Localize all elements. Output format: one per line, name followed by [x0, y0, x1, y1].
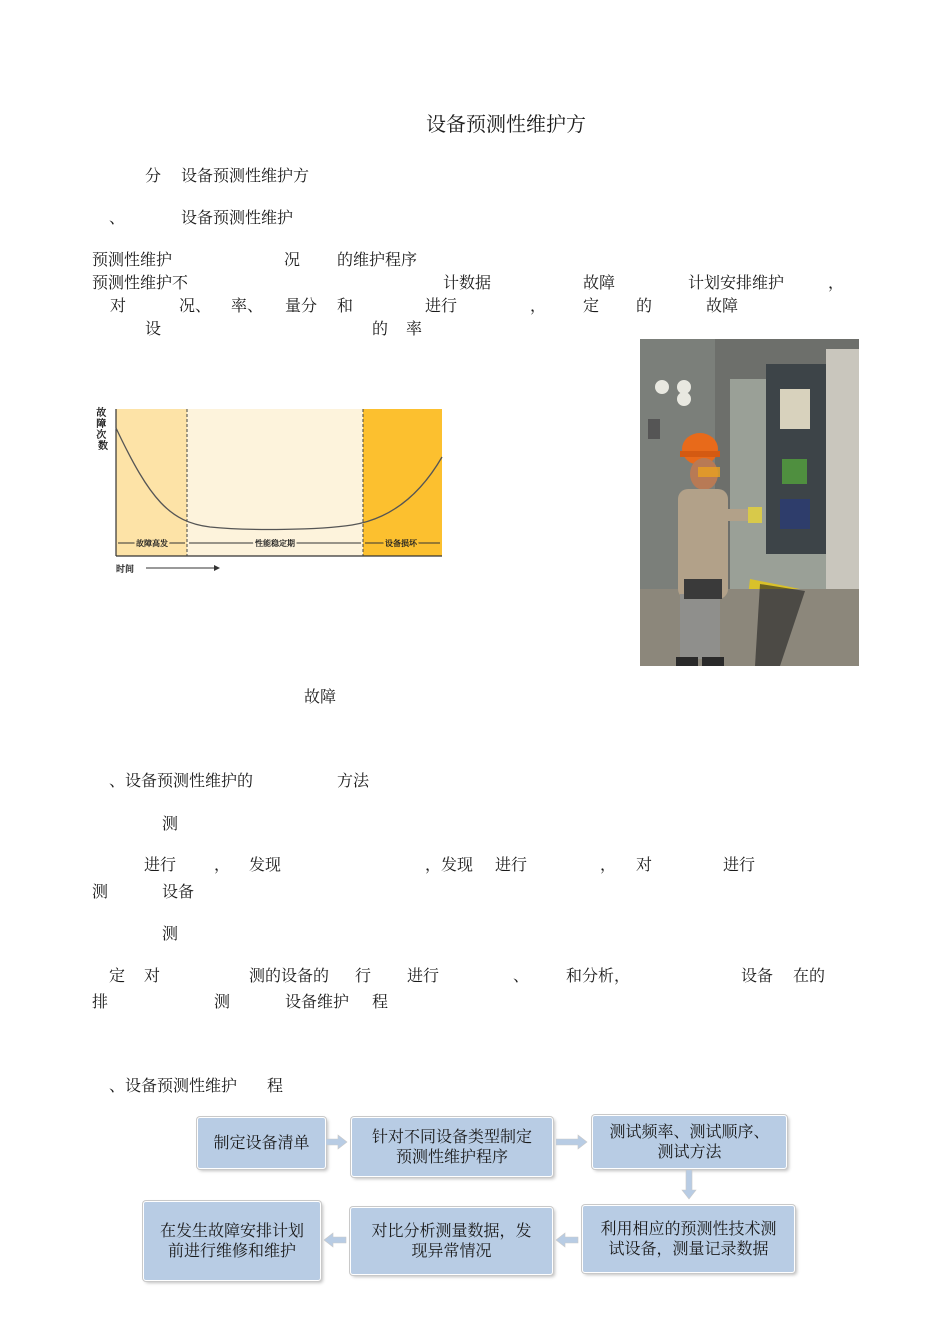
page-title: 设备预测性维护方 [426, 112, 586, 136]
flow-step-1: 制定设备清单 [197, 1117, 326, 1169]
method-2-fragment: 在的 [793, 966, 826, 985]
part-number: 分 [145, 166, 162, 185]
para-1-fragment: 的维护程序 [337, 250, 418, 269]
phase-region-stable [187, 409, 363, 556]
y-axis-label [96, 406, 109, 452]
method-1-fragment: 测 [92, 882, 109, 901]
para-1-fragment: 设 [145, 319, 162, 338]
para-1-fragment: 定 [583, 296, 600, 315]
para-1-fragment: ， [530, 296, 547, 315]
y-axis-label-char: 障 [96, 419, 107, 430]
section-1-number: 、 [109, 208, 126, 227]
method-1-fragment: ，发现 [425, 855, 474, 874]
para-1-fragment: 况、 [179, 296, 212, 315]
para-1-fragment: 计数据 [443, 273, 492, 292]
phase-label: 性能稳定期 [255, 539, 295, 548]
section-3-heading: 、设备预测性维护 [109, 1076, 238, 1095]
arrow-right-icon [556, 1134, 588, 1150]
arrow-right-icon [326, 1134, 348, 1150]
x-axis-label: 时间 [116, 565, 135, 575]
para-1-fragment: 预测性维护不 [92, 273, 189, 292]
method-2-fragment: 对 [144, 966, 161, 985]
method-1-fragment: 对 [636, 855, 653, 874]
method-2-fragment: 和分析， [566, 966, 631, 985]
y-axis-label-char: 故 [96, 408, 107, 419]
para-1-fragment: 的 [636, 296, 653, 315]
arrow-left-icon [323, 1232, 347, 1248]
flow-step-3: 测试频率、测试顺序、 测试方法 [592, 1115, 787, 1169]
technician-thermal-imaging-photo [640, 339, 859, 666]
method-1-heading: 测 [162, 814, 179, 833]
method-2-fragment: 设备 [741, 966, 774, 985]
y-axis-label-char: 数 [98, 441, 108, 452]
method-2-fragment: 行 [355, 966, 372, 985]
para-1-fragment: 故障 [706, 296, 739, 315]
flow-step-2: 针对不同设备类型制定 预测性维护程序 [351, 1117, 553, 1177]
phase-label: 故障高发 [136, 539, 168, 548]
method-2-fragment: 测 [214, 992, 231, 1011]
arrow-down-icon [681, 1170, 697, 1200]
method-1-fragment: 进行 [495, 855, 528, 874]
para-1-fragment: 进行 [425, 296, 458, 315]
method-1-fragment: ， [600, 855, 617, 874]
flow-step-5: 对比分析测量数据，发 现异常情况 [350, 1207, 553, 1275]
method-1-fragment: ， [214, 855, 231, 874]
phase-label: 设备损坏 [385, 539, 417, 548]
method-2-fragment: 设备维护 [285, 992, 350, 1011]
section-2-heading: 、设备预测性维护的 [109, 771, 254, 790]
section-1-heading: 设备预测性维护 [181, 208, 294, 227]
x-axis-arrowhead [214, 565, 220, 571]
y-axis-label-char: 次 [96, 430, 107, 441]
method-1-fragment: 发现 [249, 855, 282, 874]
flow-step-6: 在发生故障安排计划 前进行维修和维护 [143, 1201, 321, 1281]
method-2-fragment: 排 [92, 992, 109, 1011]
para-1-fragment: 的 [372, 319, 389, 338]
para-1-fragment: 故障 [583, 273, 616, 292]
failure-curve-chart [90, 400, 450, 590]
para-1-fragment: 预测性维护 [92, 250, 173, 269]
para-1-fragment: 率 [406, 319, 423, 338]
method-2-heading: 测 [162, 924, 179, 943]
arrow-left-icon [555, 1232, 579, 1248]
para-1-fragment: ， [828, 273, 845, 292]
para-1-fragment: 计划安排维护 [688, 273, 785, 292]
section-2-heading-end: 方法 [337, 771, 370, 790]
figure-caption: 故障 [304, 687, 337, 706]
flow-step-4: 利用相应的预测性技术测 试设备，测量记录数据 [582, 1205, 795, 1273]
method-1-fragment: 进行 [144, 855, 177, 874]
phase-region-wearout [363, 409, 442, 556]
method-2-fragment: 程 [372, 992, 389, 1011]
para-1-fragment: 况 [284, 250, 301, 269]
method-2-fragment: 测的设备的 [249, 966, 330, 985]
method-1-fragment: 设备 [162, 882, 195, 901]
method-2-fragment: 定 [109, 966, 126, 985]
para-1-fragment: 量分 [285, 296, 318, 315]
part-heading: 设备预测性维护方 [181, 166, 310, 185]
section-3-heading-end: 程 [267, 1076, 284, 1095]
method-1-fragment: 进行 [723, 855, 756, 874]
method-2-fragment: 进行 [407, 966, 440, 985]
para-1-fragment: 对 [110, 296, 127, 315]
phase-region-early [116, 409, 187, 556]
para-1-fragment: 和 [337, 296, 354, 315]
para-1-fragment: 率、 [231, 296, 264, 315]
method-2-fragment: 、 [513, 966, 530, 985]
